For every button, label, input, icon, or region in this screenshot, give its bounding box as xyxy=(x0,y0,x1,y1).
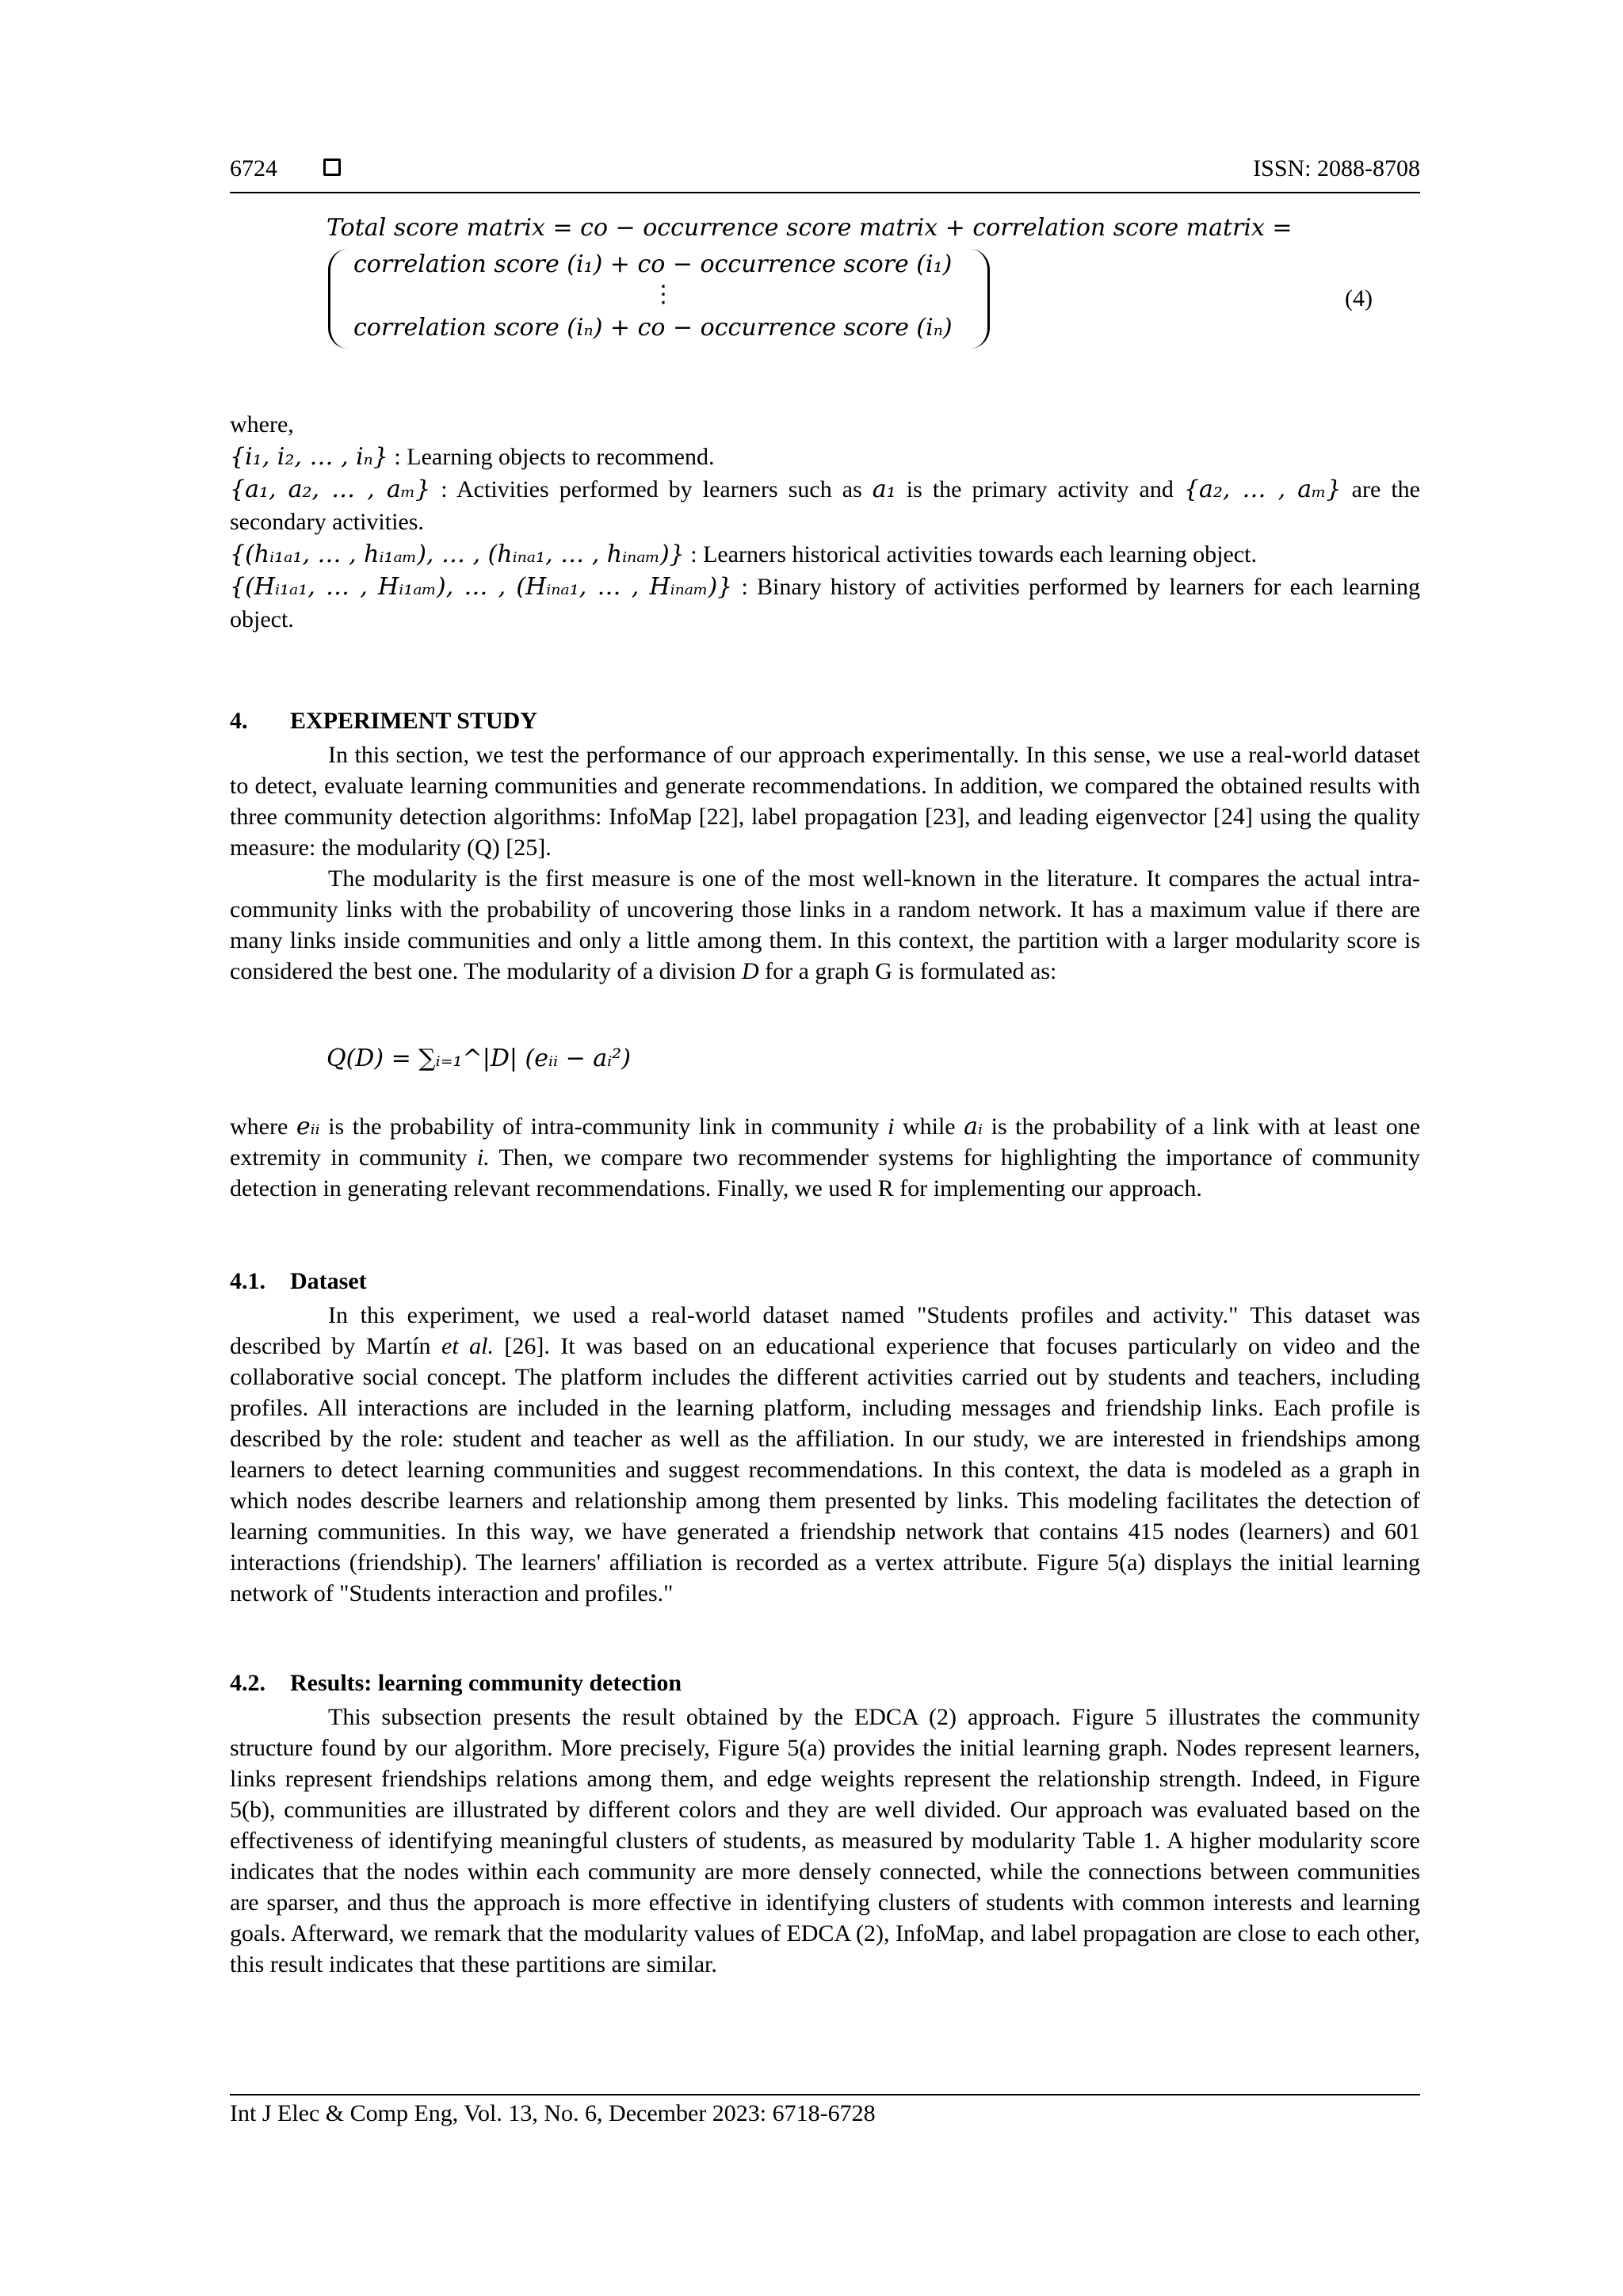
paragraph-text: where xyxy=(230,1114,296,1140)
left-paren xyxy=(328,249,348,349)
def-text: : Activities performed by learners such as xyxy=(430,476,873,502)
paragraph-text: The modularity is the first measure is one of the most well-known in the literature. It compares the actual intra-community links with the probability of uncovering those links in a random network. It has a maximum value if there are many links inside communities and only a little among them. In this context, the partition with a larger modularity score is considered the best one. The modularity of a division xyxy=(230,865,1420,984)
matrix-row-first: correlation score (i₁) + co − occurrence score (i₁) xyxy=(353,250,953,278)
definition-binary-history xyxy=(230,571,1420,636)
def-text: are the secondary activities. xyxy=(230,476,1420,535)
subsection-title: Dataset xyxy=(290,1268,367,1294)
italic-text: et al. xyxy=(441,1333,494,1359)
italic-symbol: D xyxy=(741,958,759,984)
square-bullet-icon xyxy=(323,159,341,176)
definition-historical-activities xyxy=(230,538,1420,571)
paragraph-text: is the probability of intra-community link in community xyxy=(319,1114,888,1140)
def-text: : Learners historical activities towards each learning object. xyxy=(684,541,1257,567)
equation-4-line1: Total score matrix = co − occurrence score matrix + correlation score matrix = xyxy=(327,214,1293,242)
subsection-number: 4.2. xyxy=(230,1670,265,1696)
italic-symbol: i. xyxy=(476,1144,490,1171)
paragraph: This subsection presents the result obtained by the EDCA (2) approach. Figure 5 illustrates the community structure found by our algorithm. More precisely, Figure 5(a) provides the initial learning graph. Nodes represent learners, links represent friendships relations among them, and edge weights represent the relationship strength. Indeed, in Figure 5(b), communities are illustrated by different colors and they are well divided. Our approach was evaluated based on the effectiveness of identifying meaningful clusters of students, as measured by modularity Table 1. A higher modularity score indicates that the nodes within each community are more densely connected, while the connections between communities are sparser, and thus the approach is more effective in identifying clusters of students with common interests and learning goals. Afterward, we remark that the modularity values of EDCA (2), InfoMap, and label propagation are close to each other, this result indicates that these partitions are similar. xyxy=(230,1704,1420,1977)
page-footer: Int J Elec & Comp Eng, Vol. 13, No. 6, December 2023: 6718-6728 xyxy=(230,2100,876,2126)
page-header xyxy=(230,155,1420,192)
def-symbol: {(hᵢ₁ₐ₁, … , hᵢ₁ₐₘ), … , (hᵢₙₐ₁, … , hᵢₙₐₘ)} xyxy=(230,541,685,568)
paragraph-text: Then, we compare two recommender systems for highlighting the importance of community detection in generating relevant recommendations. Finally, we used R for implementing our approach. xyxy=(230,1144,1420,1201)
paragraph-text: In this experiment, we used a real-world dataset named "Students profiles and activity." This dataset was described by Martín xyxy=(230,1302,1420,1359)
where-label: where, xyxy=(230,411,294,437)
italic-symbol: i xyxy=(888,1114,895,1140)
def-symbol: {a₁, a₂, … , aₘ} xyxy=(230,476,431,503)
paragraph-text: while xyxy=(894,1114,964,1140)
equation-4-number: (4) xyxy=(1345,285,1373,311)
paragraph-text: [26]. It was based on an educational experience that focuses particularly on video and the collaborative social concept. The platform includes the different activities carried out by students and teachers, including profiles. All interactions are included in the learning platform, including messages and friendship links. Each profile is described by the role: student and teacher as well as the affiliation. In our study, we are interested in friendships among learners to detect learning communities and suggest recommendations. In this context, the data is modeled as a graph in which nodes describe learners and relationship among them presented by links. This modeling facilitates the detection of learning communities. In this way, we have generated a friendship network that contains 415 nodes (learners) and 601 interactions (friendship). The learners' affiliation is recorded as a vertex attribute. Figure 5(a) displays the initial learning network of "Students interaction and profiles." xyxy=(230,1333,1420,1606)
paragraph: In this section, we test the performance of our approach experimentally. In this sense, we use a real-world dataset to detect, evaluate learning communities and generate recommendations. In addition, we compared the obtained results with three community detection algorithms: InfoMap [22], label propagation [23], and leading eigenvector [24] using the quality measure: the modularity (Q) [25]. xyxy=(230,742,1420,861)
header-rule xyxy=(230,192,1420,193)
matrix-vdots: ⋮ xyxy=(651,281,675,308)
modularity-equation: Q(D) = ∑ᵢ₌₁^|D| (eᵢᵢ − aᵢ²) xyxy=(327,1045,631,1072)
section-title: EXPERIMENT STUDY xyxy=(290,708,537,734)
definition-activities xyxy=(230,473,1420,538)
def-symbol: {i₁, i₂, … , iₙ} xyxy=(230,443,388,471)
subsection-heading xyxy=(230,1268,367,1295)
paragraph-text: is the probability of a link with at least one extremity in community xyxy=(230,1114,1421,1171)
issn-label: ISSN: 2088-8708 xyxy=(1253,155,1420,181)
section-heading xyxy=(230,708,537,735)
paragraph xyxy=(230,863,1420,987)
def-text: is the primary activity and xyxy=(896,476,1184,502)
page-number: 6724 xyxy=(230,155,277,181)
section-number: 4. xyxy=(230,708,248,734)
subsection-title: Results: learning community detection xyxy=(290,1670,682,1696)
def-text: : Learning objects to recommend. xyxy=(388,444,715,470)
def-symbol: {a₂, … , aₘ} xyxy=(1183,476,1342,503)
right-paren xyxy=(970,249,990,349)
paragraph xyxy=(230,1300,1420,1609)
def-text: : Binary history of activities performed by learners for each learning object. xyxy=(230,574,1420,632)
subsection-heading xyxy=(230,1670,682,1697)
def-symbol: {(Hᵢ₁ₐ₁, … , Hᵢ₁ₐₘ), … , (Hᵢₙₐ₁, … , Hᵢₙₐₘ)} xyxy=(230,573,733,601)
paragraph xyxy=(230,1111,1420,1204)
math-symbol: eᵢᵢ xyxy=(296,1113,320,1140)
subsection-number: 4.1. xyxy=(230,1268,265,1294)
equation-4-matrix xyxy=(327,249,992,349)
def-symbol: a₁ xyxy=(872,476,896,503)
definition-learning-objects xyxy=(230,441,1420,473)
matrix-row-last: correlation score (iₙ) + co − occurrence score (iₙ) xyxy=(353,314,953,342)
footer-rule xyxy=(230,2094,1420,2095)
paragraph-text: for a graph G is formulated as: xyxy=(758,958,1057,984)
definitions-block xyxy=(230,408,1420,636)
math-symbol: aᵢ xyxy=(964,1113,983,1140)
